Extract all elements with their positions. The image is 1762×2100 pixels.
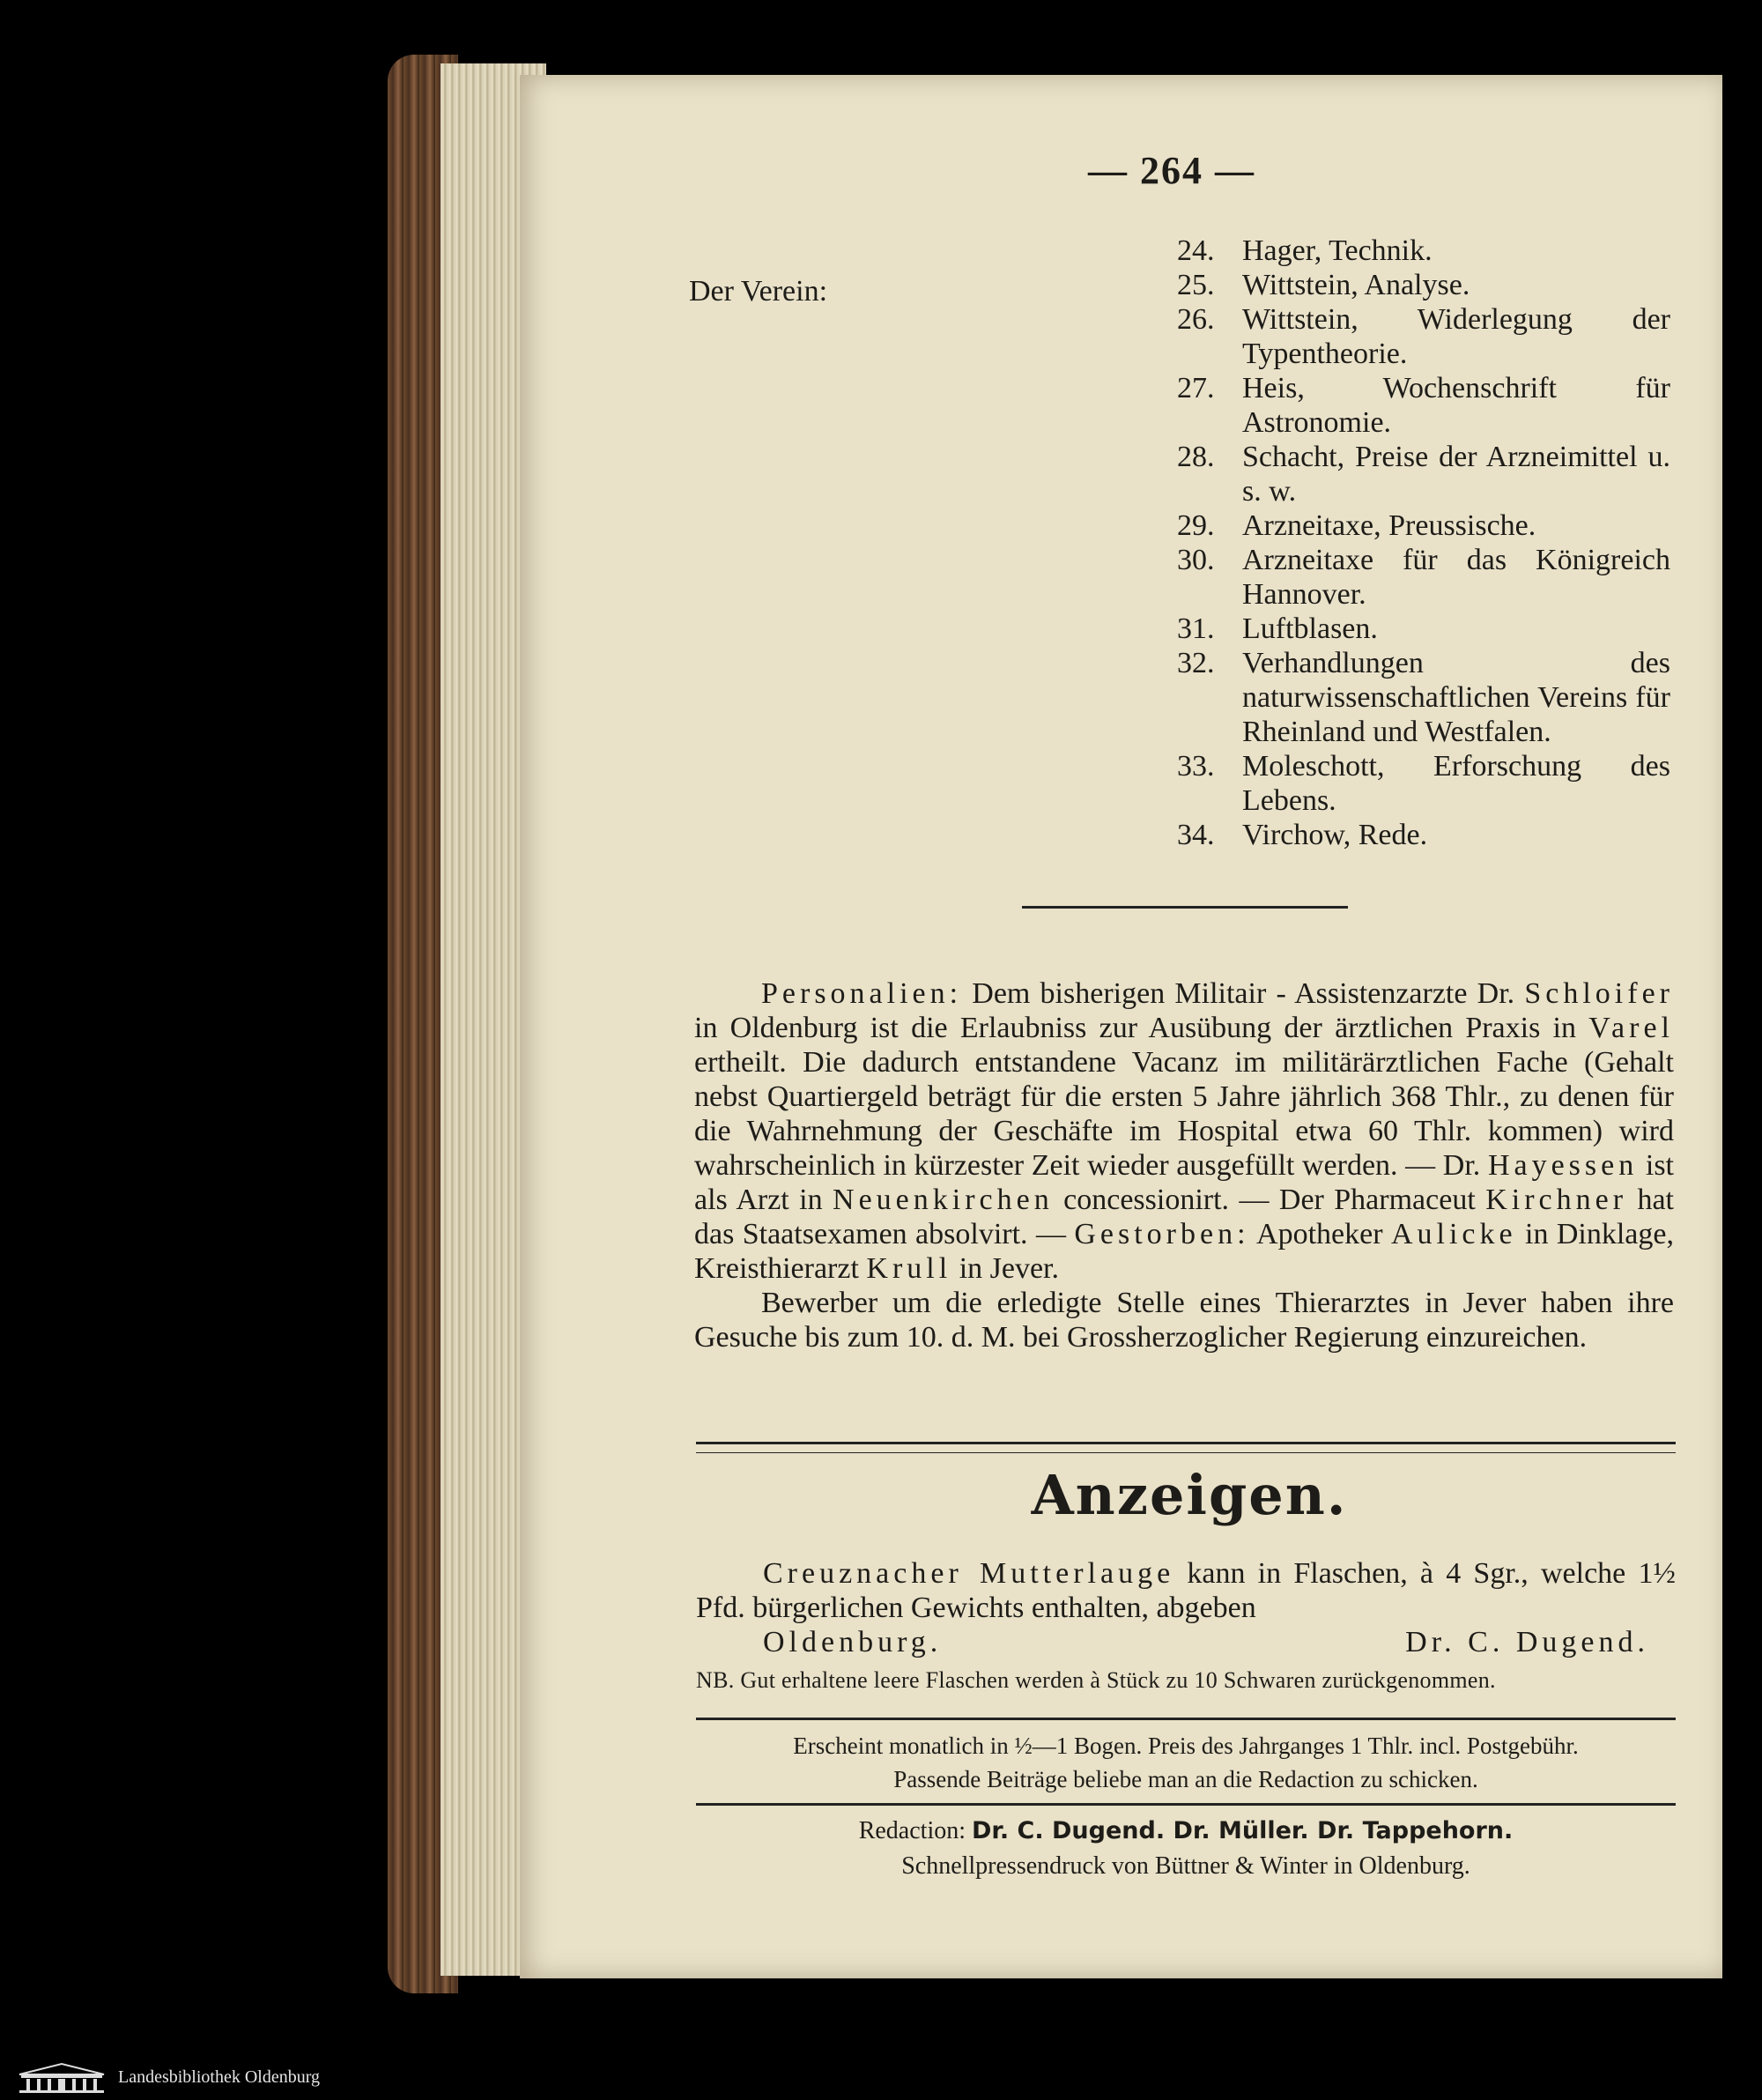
- list-item-number: 30.: [1177, 544, 1215, 576]
- list-item-text: Schacht, Preise der Arzneimittel u. s. w.: [1242, 441, 1670, 508]
- list-item: [1177, 302, 1670, 371]
- list-item-number: 27.: [1177, 372, 1215, 404]
- section-divider: [1022, 906, 1348, 909]
- credits: [696, 1814, 1676, 1884]
- list-item-text: Arzneitaxe für das Königreich Hannover.: [1242, 544, 1670, 611]
- person-name: Kirchner: [1485, 1184, 1628, 1216]
- gestorben-heading: Gestorben:: [1074, 1218, 1250, 1250]
- page-number: — 264 —: [1088, 149, 1255, 192]
- person-name: Krull: [866, 1252, 952, 1285]
- text-run: in Oldenburg ist die Erlaubniss zur Ausübung der ärztlichen Praxis in: [694, 1012, 1589, 1044]
- list-item-number: 24.: [1177, 234, 1215, 267]
- text-run: concessionirt. — Der Pharmaceut: [1053, 1184, 1486, 1216]
- person-name: Hayessen: [1487, 1149, 1639, 1182]
- list-item-text: Wittstein, Analyse.: [1242, 269, 1470, 301]
- list-item: [1177, 234, 1670, 268]
- library-building-icon: [16, 2062, 107, 2094]
- list-item-number: 32.: [1177, 647, 1215, 679]
- list-item: [1177, 543, 1670, 612]
- book-list: [1177, 234, 1670, 852]
- list-item: [1177, 371, 1670, 440]
- submission-note: Passende Beiträge beliebe man an die Redaction zu schicken.: [893, 1766, 1478, 1792]
- list-item-text: Verhandlungen des naturwissenschaftlichen Vereins für Rheinland und Westfalen.: [1242, 647, 1670, 748]
- ad-text: [696, 1556, 1676, 1625]
- footer-rule: [696, 1803, 1676, 1806]
- place-name: Varel: [1588, 1012, 1674, 1044]
- ad-place: Oldenburg.: [763, 1626, 943, 1658]
- list-item: [1177, 749, 1670, 818]
- personalien-paragraph: [694, 976, 1674, 1286]
- library-footer-bar: [0, 2057, 1762, 2100]
- advertisement: [696, 1556, 1676, 1697]
- text-run: hat das Staatsexamen absolvirt. —: [694, 1184, 1674, 1250]
- text-run: in Dinklage, Kreisthierarzt: [694, 1218, 1674, 1285]
- bewerber-paragraph: Bewerber um die erledigte Stelle eines Thierarztes in Jever haben ihre Gesuche bis zum 10. d. M. bei Grossherzoglicher Regierung einzureichen.: [694, 1287, 1674, 1354]
- publication-schedule: Erscheint monatlich in ½—1 Bogen. Preis des Jahrganges 1 Thlr. incl. Postgebühr.: [793, 1733, 1579, 1759]
- text-run: Apotheker: [1249, 1218, 1391, 1250]
- list-item-number: 33.: [1177, 750, 1215, 783]
- list-item: [1177, 268, 1670, 302]
- ad-note: NB. Gut erhaltene leere Flaschen werden à Stück zu 10 Schwaren zurückgenommen.: [696, 1667, 1496, 1693]
- text-run: ist als Arzt in: [694, 1149, 1674, 1216]
- library-name: Landesbibliothek Oldenburg: [118, 2067, 321, 2087]
- list-item-text: Moleschott, Erforschung des Lebens.: [1242, 750, 1670, 817]
- list-item: [1177, 612, 1670, 646]
- personalien-section: [694, 976, 1674, 1354]
- list-item-text: Arzneitaxe, Preussische.: [1242, 509, 1536, 542]
- list-item-number: 34.: [1177, 819, 1215, 851]
- list-item-text: Virchow, Rede.: [1242, 819, 1428, 851]
- place-name: Neuenkirchen: [833, 1184, 1054, 1216]
- editors: Dr. C. Dugend. Dr. Müller. Dr. Tappehorn.: [972, 1817, 1514, 1844]
- list-item-text: Hager, Technik.: [1242, 234, 1433, 267]
- list-item: [1177, 508, 1670, 543]
- anzeigen-title: Anzeigen.: [1031, 1463, 1348, 1527]
- list-item-number: 26.: [1177, 303, 1215, 336]
- person-name: Aulicke: [1390, 1218, 1517, 1250]
- verein-label: Der Verein:: [689, 275, 828, 308]
- ad-signature-line: [696, 1625, 1676, 1659]
- list-item-text: Heis, Wochenschrift für Astronomie.: [1242, 372, 1670, 439]
- footer-rule: [696, 1718, 1676, 1720]
- publication-info: [696, 1729, 1676, 1796]
- list-item-number: 31.: [1177, 612, 1215, 645]
- ad-signer: Dr. C. Dugend.: [1405, 1626, 1649, 1658]
- redaction-line: [696, 1814, 1676, 1849]
- person-name: Schloifer: [1524, 977, 1674, 1010]
- list-item: [1177, 646, 1670, 749]
- printer-line: Schnellpressendruck von Büttner & Winter in Oldenburg.: [901, 1852, 1470, 1880]
- redaction-label: Redaction:: [858, 1817, 966, 1844]
- list-item-number: 25.: [1177, 269, 1215, 301]
- double-rule: [696, 1442, 1676, 1453]
- text-run: ertheilt. Die dadurch entstandene Vacanz im militärärztlichen Fache (Gehalt nebst Quartiergeld beträgt für die ersten 5 Jahre jährlich 368 Thlr., zu denen für die Wahrnehmung der Geschäfte im Hospital etwa 60 Thlr. kommen) wird wahrscheinlich in kürzester Zeit wieder ausgefüllt werden. — Dr.: [694, 1046, 1674, 1182]
- list-item-text: Wittstein, Widerlegung der Typentheorie.: [1242, 303, 1670, 370]
- ad-product: Creuznacher Mutterlauge: [763, 1557, 1175, 1590]
- personalien-heading: Personalien:: [761, 977, 963, 1010]
- list-item-text: Luftblasen.: [1242, 612, 1378, 645]
- list-item-number: 28.: [1177, 441, 1215, 473]
- list-item-number: 29.: [1177, 509, 1215, 542]
- text-run: Dem bisherigen Militair - Assistenzarzte Dr.: [962, 977, 1525, 1010]
- list-item: [1177, 440, 1670, 508]
- ad-body: kann in Flaschen, à 4 Sgr., welche 1½ Pfd. bürgerlichen Gewichts enthalten, abgeben: [696, 1557, 1676, 1624]
- text-run: in Jever.: [951, 1252, 1059, 1285]
- list-item: [1177, 818, 1670, 852]
